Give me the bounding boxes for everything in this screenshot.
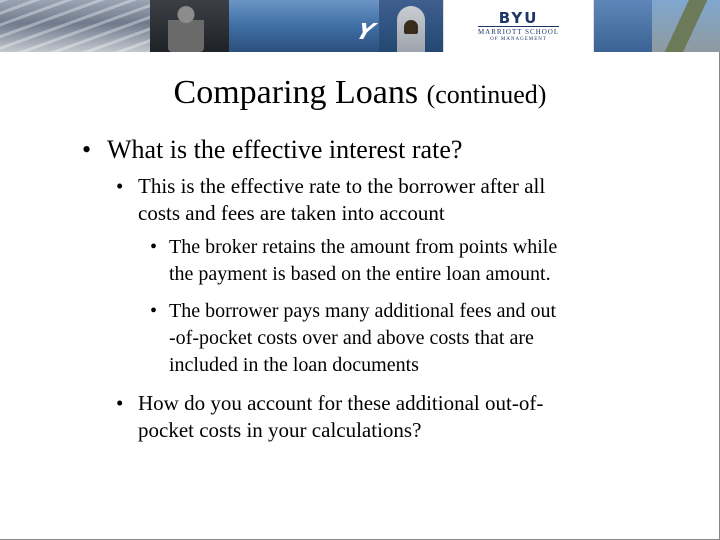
byu-marriott-logo [443,0,595,52]
logo-school: MARRIOTT SCHOOL [477,28,560,36]
bullet-line: The borrower pays many additional fees and out [169,300,557,322]
bullet-dot: • [116,391,124,415]
y-logo-icon: Y [352,20,378,45]
title-suffix: (continued) [426,80,547,109]
bullet-line: -of-pocket costs over and above costs that are [169,327,534,349]
bullet-level1 [82,135,462,165]
bullet-line: included in the loan documents [169,354,419,376]
banner-photo-bell-tower [379,0,443,52]
bullet-line: costs and fees are taken into account [138,201,445,225]
bullet-dot: • [150,236,158,258]
slide-title [0,70,720,118]
banner-photo-stripes [0,0,150,52]
bullet-level3 [150,234,557,288]
logo-main: BYU [498,9,539,27]
bullet-line: pocket costs in your calculations? [138,418,422,442]
logo-sub: OF MANAGEMENT [490,37,547,42]
bullet-text: What is the effective interest rate? [107,135,463,164]
bullet-line: How do you account for these additional out-of- [138,391,544,415]
bullet-level2 [116,390,543,444]
bullet-dot: • [150,300,158,322]
bell-icon [404,20,418,34]
banner-photo-sky [229,0,379,52]
bullet-dot: • [116,174,124,198]
statue-image [168,4,204,52]
bullet-line: The broker retains the amount from points while [169,236,558,258]
banner-photo-building [652,0,720,52]
header-banner [0,0,720,52]
banner-photo-mountain [594,0,652,52]
title-main: Comparing Loans [173,74,419,111]
bullet-dot: • [82,135,92,164]
bullet-line: This is the effective rate to the borrower after all [138,174,546,198]
bullet-line: the payment is based on the entire loan amount. [169,263,551,285]
bullet-level2 [116,173,545,227]
banner-photo-statue [150,0,230,52]
bullet-level3 [150,298,556,379]
